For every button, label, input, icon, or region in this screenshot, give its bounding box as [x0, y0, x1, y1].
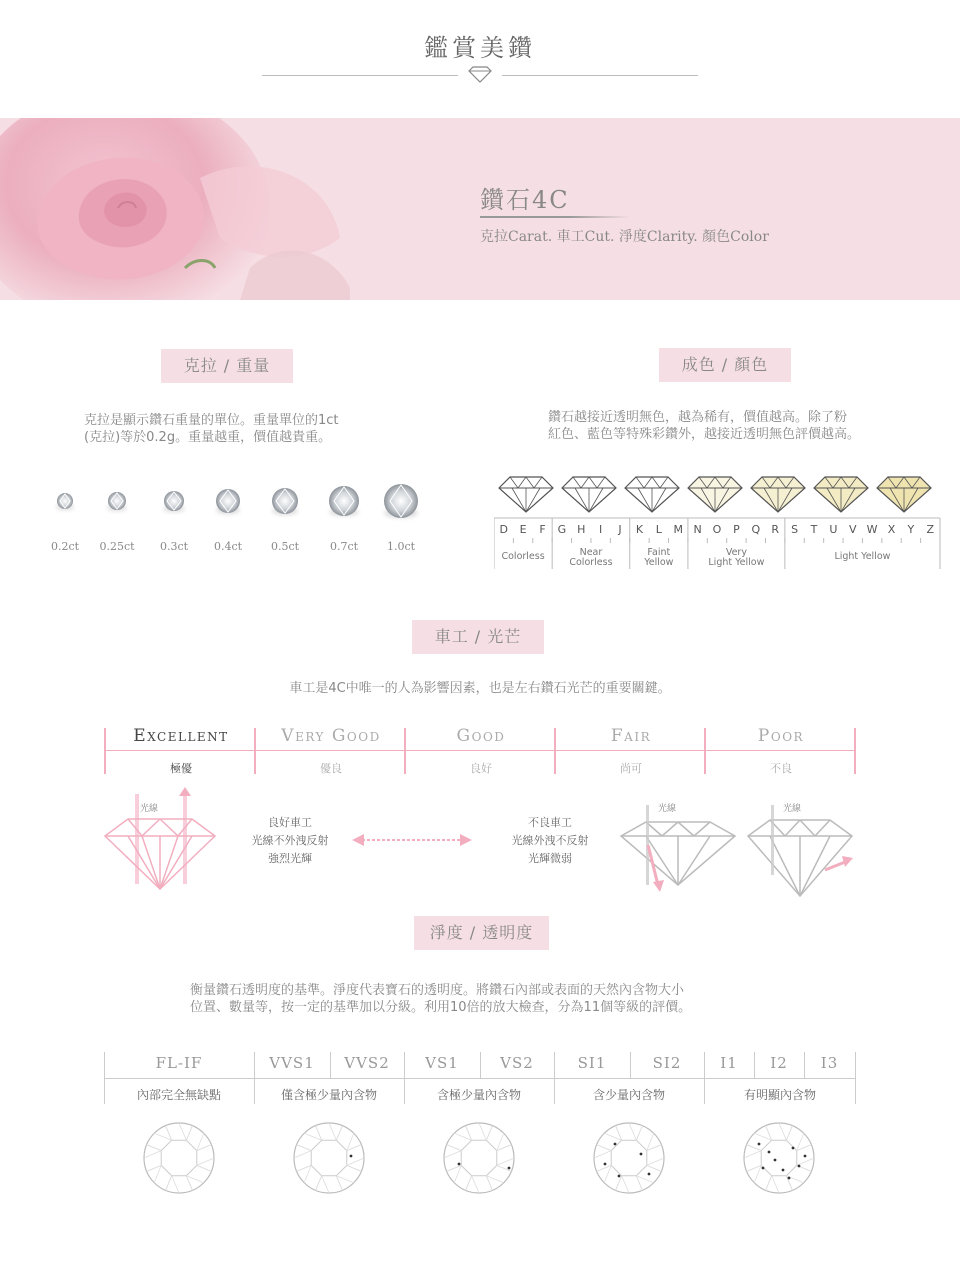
carat-size-label: 0.7ct — [329, 540, 359, 553]
color-group-label: Very — [725, 547, 747, 558]
clarity-grade: SI1 — [577, 1054, 607, 1072]
color-grade-letter: M — [673, 523, 683, 536]
cut-grade-poor: Poor — [757, 726, 805, 746]
poor-cut-line: 光線外洩不反射 — [511, 834, 589, 847]
color-grade-letter: Y — [907, 523, 915, 536]
inclusion-dot — [798, 1165, 801, 1168]
cut-grade-fair: Fair — [610, 726, 652, 746]
poor-cut-line: 光輝微弱 — [528, 852, 572, 865]
color-grade-letter: P — [733, 523, 740, 536]
cut-grade-excellent: Excellent — [133, 726, 229, 746]
stone-6 — [329, 486, 359, 516]
color-grade-letter: V — [848, 523, 857, 536]
inclusion-dot — [508, 1167, 511, 1170]
color-grade-letter: S — [791, 523, 799, 536]
color-group-label: Colorless — [569, 557, 613, 568]
clarity-section-label: 淨度 / 透明度 — [414, 916, 549, 950]
banner-subtitle: 克拉Carat. 車工Cut. 淨度Clarity. 顏色Color — [480, 229, 769, 245]
clarity-grade: I1 — [720, 1054, 738, 1072]
clarity-diamond-diagram — [144, 1123, 214, 1193]
ideal-cut-diamond — [100, 784, 220, 894]
color-grade-letter: Q — [751, 523, 761, 536]
cut-grade-zh: 優良 — [320, 762, 342, 775]
clarity-group-label: 僅含極少量內含物 — [280, 1088, 377, 1102]
cut-grade-zh: 良好 — [470, 762, 492, 775]
color-section-label: 成色 / 顏色 — [659, 348, 791, 382]
clarity-desc-line2: 位置、數量等，按一定的基準加以分級。利用10倍的放大檢查，分為11個等級的評價。 — [190, 1000, 692, 1015]
clarity-group-label: 含少量內含物 — [592, 1088, 665, 1102]
inclusion-dot — [604, 1163, 607, 1166]
clarity-grade: FL-IF — [155, 1054, 203, 1072]
carat-size-label: 0.2ct — [50, 540, 80, 553]
color-diamond — [751, 477, 805, 512]
inclusion-dot — [640, 1153, 643, 1156]
color-group-label: Light Yellow — [708, 557, 765, 568]
cut-grade-very-good: Very Good — [281, 726, 381, 746]
clarity-diamond-diagram — [444, 1123, 514, 1193]
clarity-grade: VS2 — [500, 1054, 534, 1072]
clarity-diamond-diagram — [744, 1123, 814, 1193]
color-desc-line2: 紅色、藍色等特殊彩鑽外，越接近透明無色評價越高。 — [548, 427, 861, 442]
color-grade-letter: R — [771, 523, 780, 536]
banner-divider — [480, 216, 630, 218]
page-title: 鑑賞美鑽 — [424, 34, 536, 62]
color-diamond — [625, 477, 679, 512]
carat-section-label: 克拉 / 重量 — [161, 349, 293, 383]
clarity-group-label: 有明顯內含物 — [743, 1088, 816, 1102]
inclusion-dot — [804, 1155, 807, 1158]
deep-cut-diamond — [745, 800, 860, 900]
poor-cut-caption — [490, 814, 610, 868]
inclusion-dot — [768, 1151, 771, 1154]
color-grade-letter: L — [655, 523, 662, 536]
double-arrow-icon — [352, 832, 472, 848]
clarity-diamond-diagram — [594, 1123, 664, 1193]
carat-size-label: 0.5ct — [270, 540, 300, 553]
cut-description: 車工是4C中唯一的人為影響因素，也是左右鑽石光芒的重要關鍵。 — [289, 681, 671, 696]
inclusion-dot — [788, 1177, 791, 1180]
inclusion-dot — [762, 1167, 765, 1170]
cut-grade-good: Good — [456, 726, 506, 746]
carat-description — [84, 412, 414, 446]
color-group-label: Colorless — [501, 551, 545, 562]
diamond-icon — [467, 66, 493, 84]
cut-section-label: 車工 / 光芒 — [412, 620, 544, 654]
stone-3 — [163, 491, 185, 512]
carat-size-label: 1.0ct — [386, 540, 416, 553]
clarity-diamond-diagram — [294, 1123, 364, 1193]
carat-size-label: 0.3ct — [159, 540, 189, 553]
cut-grade-zh: 尚可 — [620, 762, 642, 775]
color-grade-letter: E — [519, 523, 527, 536]
carat-size-label: 0.4ct — [213, 540, 243, 553]
stone-4 — [216, 489, 240, 514]
cut-grade-zh: 不良 — [770, 762, 792, 775]
good-cut-line: 光線不外洩反射 — [251, 834, 329, 847]
stone-5 — [272, 488, 298, 515]
color-diamond — [877, 477, 931, 512]
carat-desc-line1: 克拉是顯示鑽石重量的單位。重量單位的1ct — [84, 413, 339, 428]
good-cut-line: 強烈光輝 — [268, 852, 312, 865]
color-group-label: Faint — [647, 547, 671, 558]
color-group-label: Light Yellow — [834, 551, 891, 562]
color-desc-line1: 鑽石越接近透明無色，越為稀有，價值越高。除了粉 — [548, 410, 848, 425]
color-diamond — [562, 477, 616, 512]
color-grade-letter: G — [557, 523, 567, 536]
carat-stones — [40, 475, 440, 530]
color-grade-letter: U — [829, 523, 838, 536]
color-scale-chart — [494, 472, 944, 572]
color-grade-letter: Z — [926, 523, 935, 536]
color-grade-letter: W — [866, 523, 878, 536]
inclusion-dot — [458, 1163, 461, 1166]
clarity-description — [190, 982, 810, 1016]
color-grade-letter: O — [712, 523, 722, 536]
color-grade-letter: H — [577, 523, 586, 536]
stone-2 — [107, 492, 127, 511]
color-grade-letter: F — [539, 523, 546, 536]
light-label: 光線 — [140, 804, 159, 814]
clarity-desc-line1: 衡量鑽石透明度的基準。淨度代表寶石的透明度。將鑽石內部或表面的天然內含物大小 — [190, 983, 685, 998]
rose-image — [0, 118, 360, 300]
color-grade-letter: I — [599, 523, 603, 536]
shallow-cut-diamond — [618, 800, 738, 895]
clarity-grade: SI2 — [652, 1054, 682, 1072]
stone-1 — [56, 493, 74, 510]
good-cut-caption — [230, 814, 350, 868]
good-cut-line: 良好車工 — [268, 816, 312, 829]
color-group-label: Near — [579, 547, 603, 558]
clarity-diagrams — [104, 1120, 856, 1196]
title-divider-left — [262, 75, 458, 76]
color-diamond — [688, 477, 742, 512]
color-grade-letter: T — [810, 523, 818, 536]
clarity-grade: VVS2 — [344, 1054, 390, 1072]
carat-desc-line2: (克拉)等於0.2g。重量越重，價值越貴重。 — [84, 430, 332, 445]
clarity-grade: VS1 — [425, 1054, 459, 1072]
clarity-grade: I3 — [820, 1054, 839, 1072]
clarity-grade: I2 — [770, 1054, 788, 1072]
color-grade-letter: K — [635, 523, 644, 536]
clarity-group-label: 含極少量內含物 — [436, 1088, 521, 1102]
color-grade-letter: D — [499, 523, 508, 536]
color-grade-letter: J — [618, 523, 622, 536]
title-divider-right — [502, 75, 698, 76]
inclusion-dot — [774, 1159, 777, 1162]
inclusion-dot — [618, 1175, 621, 1178]
poor-cut-line: 不良車工 — [528, 816, 572, 829]
banner-title: 鑽石4C — [480, 186, 570, 214]
color-diamond — [814, 477, 868, 512]
inclusion-dot — [792, 1147, 795, 1150]
stone-7 — [384, 484, 418, 518]
color-grade-letter: N — [693, 523, 702, 536]
inclusion-dot — [614, 1143, 617, 1146]
clarity-grade: VVS1 — [269, 1054, 315, 1072]
color-description — [548, 409, 948, 443]
color-diamond — [499, 477, 553, 512]
inclusion-dot — [782, 1169, 785, 1172]
inclusion-dot — [350, 1155, 353, 1158]
carat-size-label: 0.25ct — [99, 540, 135, 553]
cut-grade-zh: 極優 — [170, 762, 192, 775]
inclusion-dot — [648, 1173, 651, 1176]
light-label: 光線 — [783, 804, 802, 814]
color-group-label: Yellow — [644, 557, 674, 568]
light-label: 光線 — [658, 804, 677, 814]
color-grade-letter: X — [887, 523, 896, 536]
inclusion-dot — [758, 1143, 761, 1146]
clarity-group-label: 內部完全無缺點 — [136, 1088, 221, 1102]
